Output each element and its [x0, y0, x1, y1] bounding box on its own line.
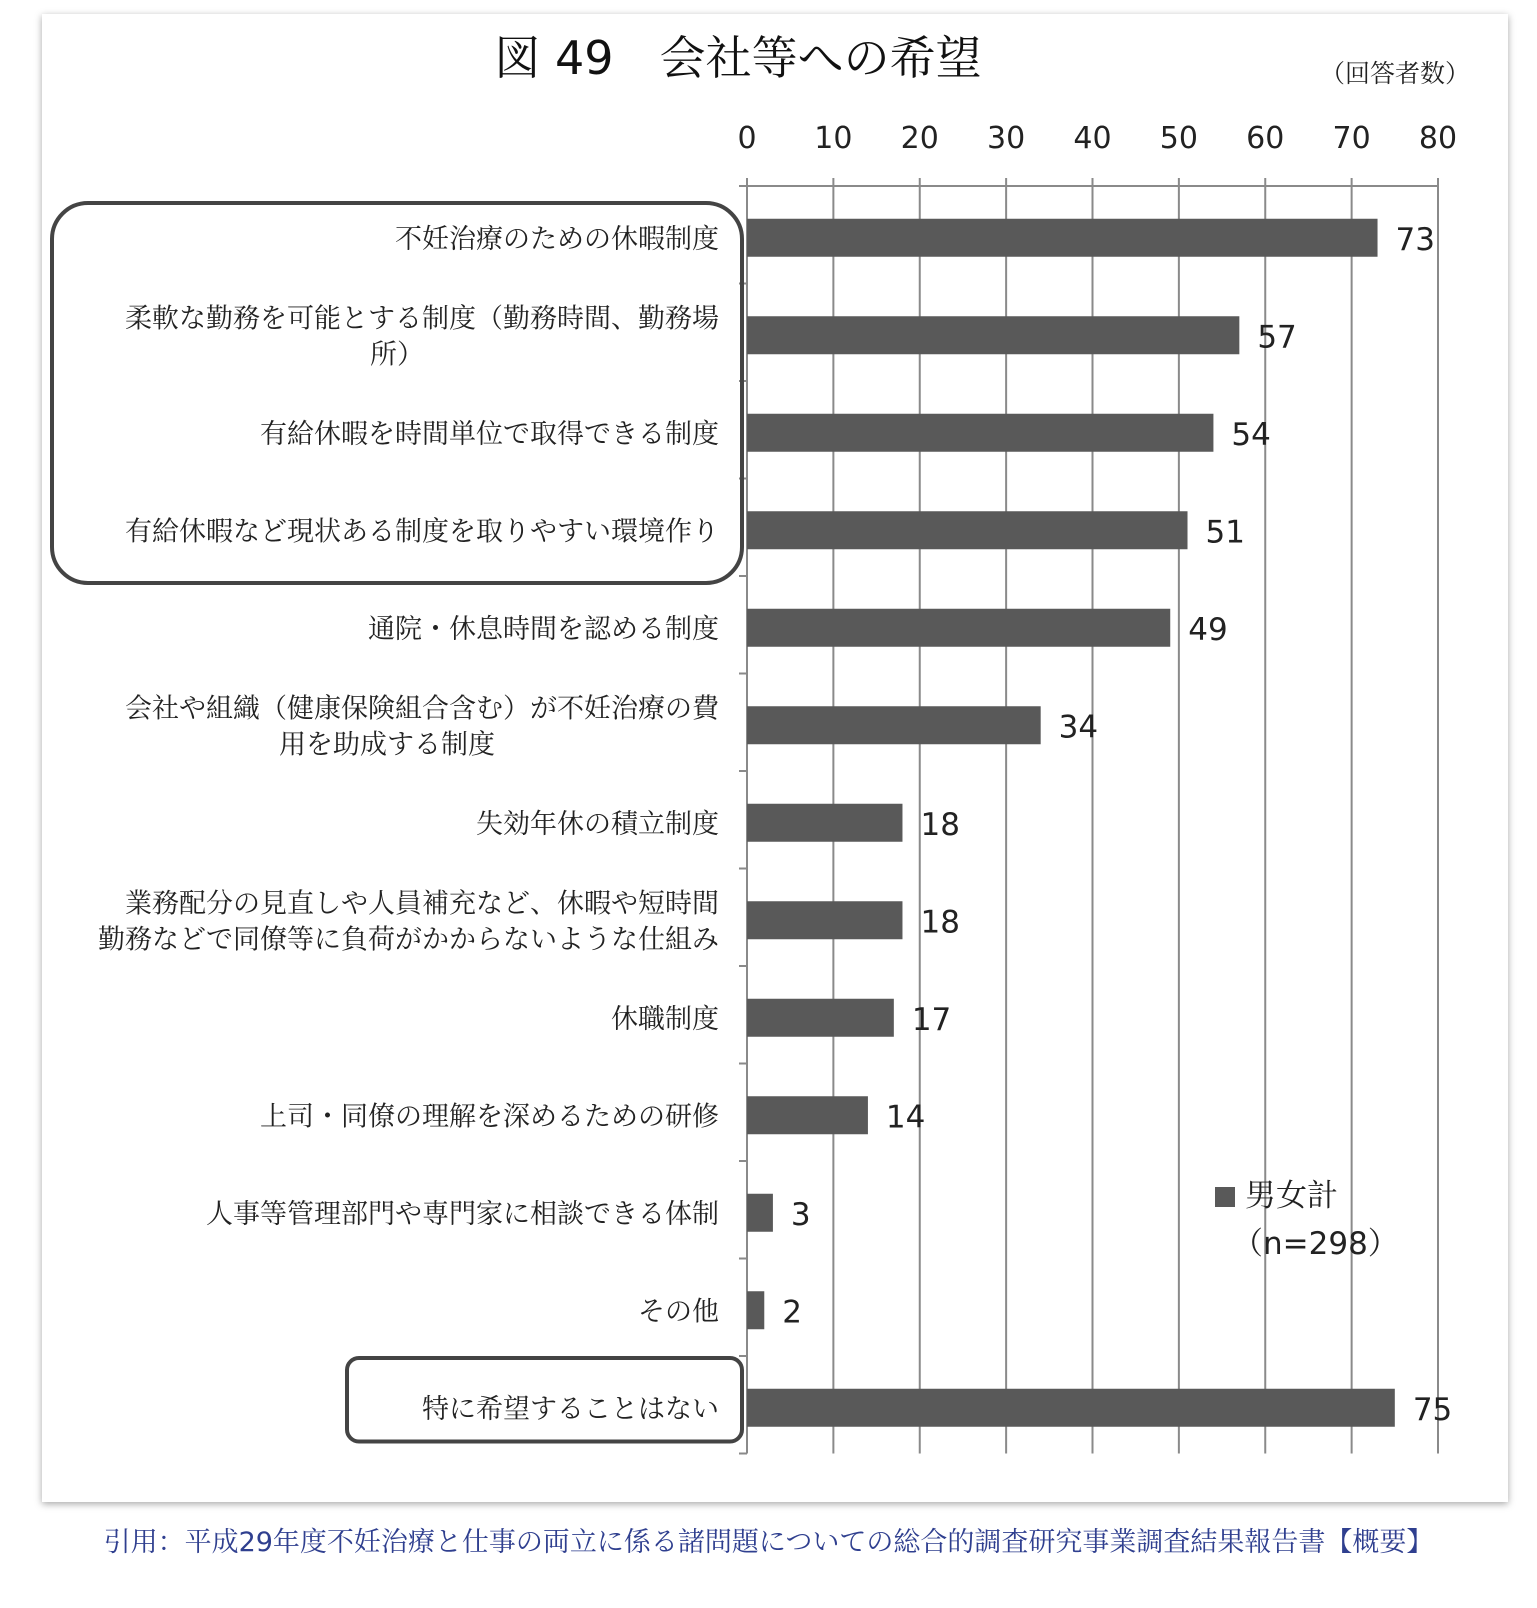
category-label: 通院・休息時間を認める制度 [368, 613, 719, 645]
unit-label: （回答者数） [1319, 59, 1470, 88]
category-label: 上司・同僚の理解を深めるための研修 [260, 1101, 719, 1133]
bar [747, 1194, 773, 1232]
source-caption: 引用：平成29年度不妊治療と仕事の両立に係る諸問題についての総合的調査研究事業調査結果報告書【概要】 [103, 1527, 1434, 1558]
x-tick-label: 50 [1159, 121, 1198, 156]
category-label-line2: 所） [370, 339, 424, 371]
x-tick-label: 30 [987, 121, 1026, 156]
category-label-line2: 勤務などで同僚等に負荷がかからないような仕組み [98, 924, 719, 956]
data-label: 17 [911, 1001, 952, 1038]
bar [747, 804, 902, 842]
category-label: 業務配分の見直しや人員補充など、休暇や短時間 [125, 888, 719, 920]
bar [747, 414, 1213, 452]
bar [747, 999, 894, 1037]
data-label: 18 [920, 806, 960, 843]
x-tick-label: 10 [814, 121, 853, 156]
data-label: 18 [920, 904, 960, 941]
chart [42, 14, 1508, 1502]
category-label: 有給休暇など現状ある制度を取りやすい環境作り [125, 516, 719, 548]
category-label-line2: 用を助成する制度 [279, 729, 495, 761]
category-label: 柔軟な勤務を可能とする制度（勤務時間、勤務場 [125, 303, 719, 335]
bar [747, 219, 1378, 257]
category-label: 人事等管理部門や専門家に相談できる体制 [206, 1198, 719, 1230]
bar [747, 1291, 764, 1329]
bar [747, 901, 902, 939]
category-label: 失効年休の積立制度 [476, 808, 719, 840]
category-label: 会社や組織（健康保険組合含む）が不妊治療の費 [125, 693, 719, 725]
data-label: 73 [1395, 221, 1435, 258]
bar [747, 1389, 1395, 1427]
chart-card [42, 14, 1508, 1502]
category-label: 特に希望することはない [422, 1393, 719, 1425]
x-tick-label: 40 [1073, 121, 1112, 156]
data-label: 51 [1205, 514, 1245, 551]
legend-label: 男女計 [1245, 1178, 1338, 1214]
legend-swatch [1215, 1187, 1235, 1207]
bar [747, 511, 1188, 549]
x-tick-label: 70 [1332, 121, 1371, 156]
x-tick-label: 20 [900, 121, 939, 156]
data-label: 14 [885, 1099, 926, 1136]
bar [747, 1096, 868, 1134]
chart-title: 図 49 会社等への希望 [494, 31, 982, 85]
category-label: 不妊治療のための休暇制度 [395, 223, 719, 255]
legend-sublabel: （n=298） [1232, 1226, 1399, 1262]
data-label: 57 [1257, 319, 1297, 356]
category-label: その他 [638, 1296, 719, 1328]
x-tick-label: 60 [1246, 121, 1285, 156]
bar [747, 609, 1170, 647]
data-label: 75 [1412, 1391, 1453, 1428]
x-tick-label: 0 [737, 121, 757, 156]
data-label: 54 [1231, 416, 1271, 453]
data-label: 34 [1058, 709, 1099, 746]
bar [747, 706, 1041, 744]
category-label: 有給休暇を時間単位で取得できる制度 [260, 418, 719, 450]
x-tick-label: 80 [1418, 121, 1458, 156]
data-label: 3 [790, 1196, 811, 1233]
bar [747, 316, 1239, 354]
category-label: 休職制度 [611, 1003, 719, 1035]
data-label: 2 [782, 1294, 803, 1331]
data-label: 49 [1188, 611, 1228, 648]
